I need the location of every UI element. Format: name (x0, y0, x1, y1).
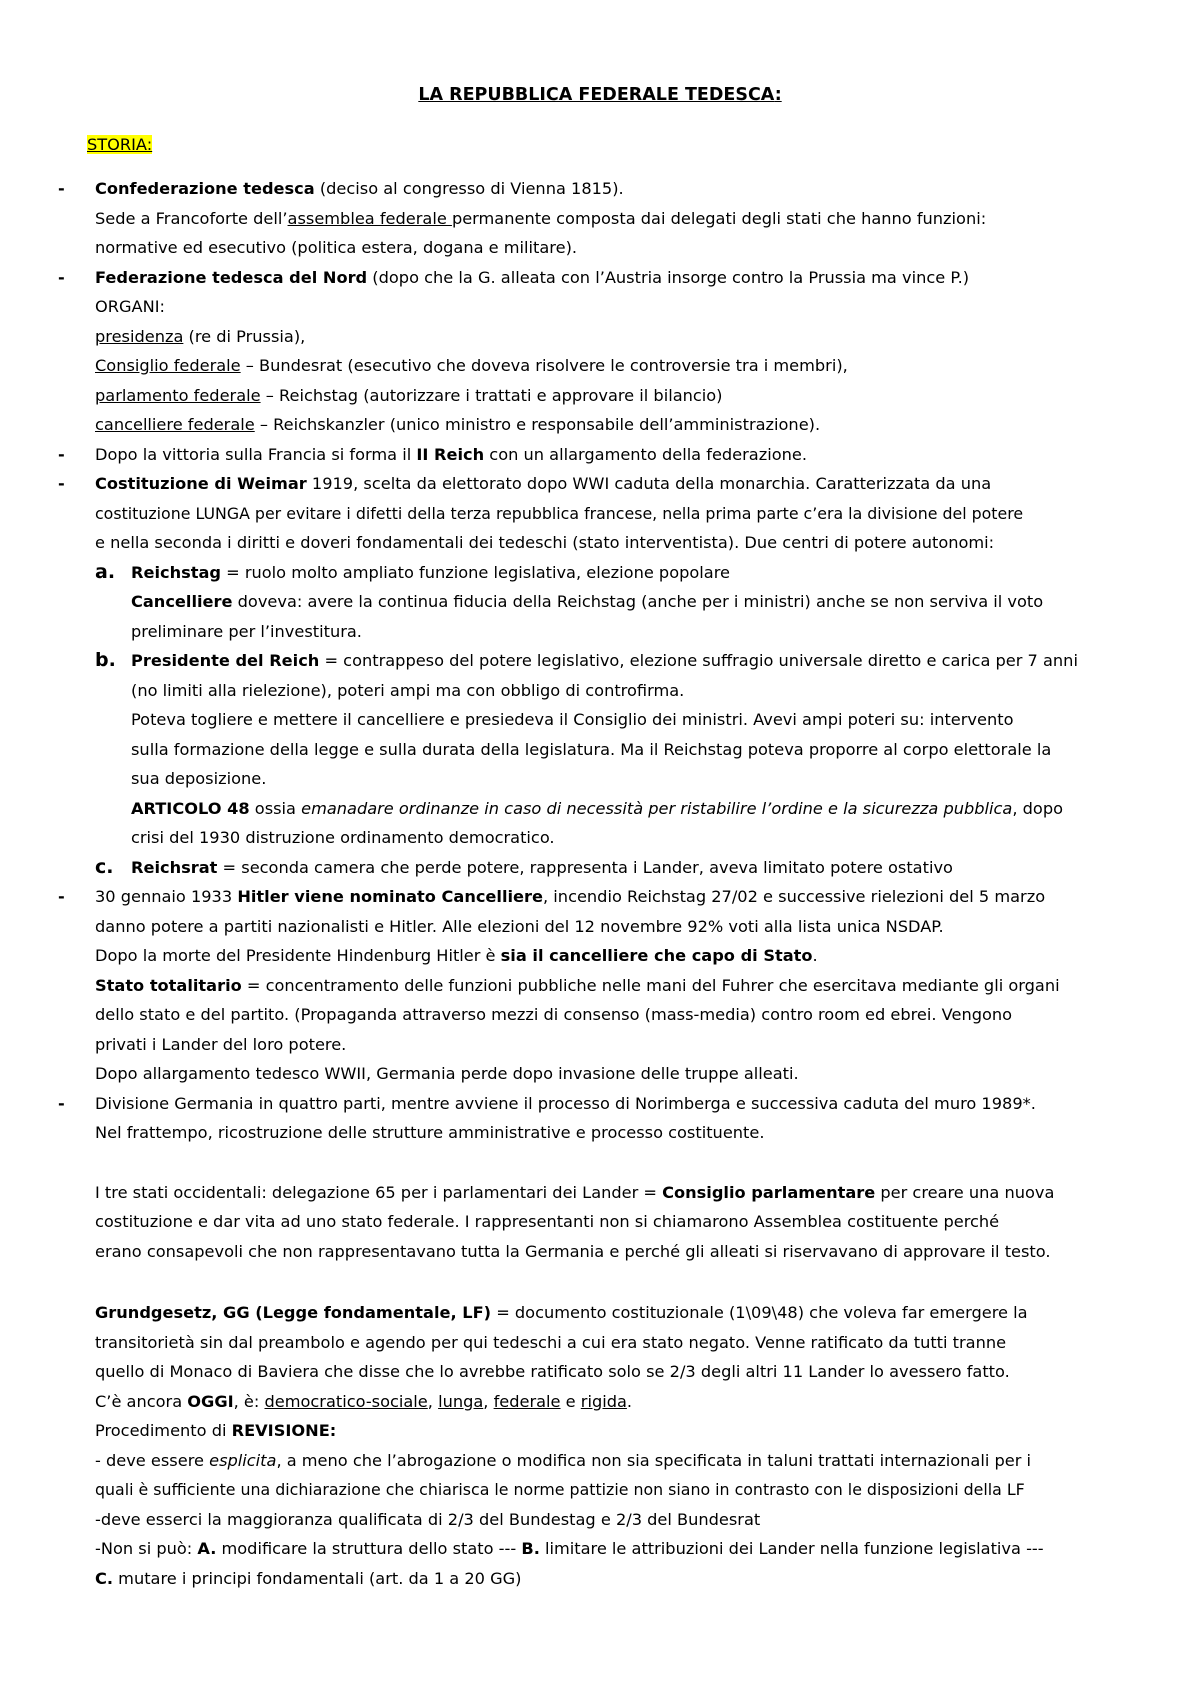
paragraph-line: - deve essere esplicita, a meno che l’abrogazione o modifica non sia specificata in taluni trattati internazionali per i (95, 1450, 1032, 1470)
paragraph-line: - 30 gennaio 1933 Hitler viene nominato Cancelliere, incendio Reichstag 27/02 e successive rielezioni del 5 marzo (0, 882, 1200, 912)
paragraph-line: Cancelliere doveva: avere la continua fiducia della Reichstag (anche per i ministri) anche se non serviva il voto (131, 592, 1044, 611)
paragraph-line: costituzione LUNGA per evitare i difetti della terza repubblica francese, nella prima parte c’era la divisione del potere (95, 503, 1024, 523)
bullet-dash: - (58, 444, 65, 464)
paragraph-line: danno potere a partiti nazionalisti e Hitler. Alle elezioni del 12 novembre 92% voti alla lista unica NSDAP. (95, 916, 944, 936)
paragraph-line: sulla formazione della legge e sulla durata della legislatura. Ma il Reichstag poteva proporre al corpo elettorale la (131, 739, 1052, 759)
paragraph-line: parlamento federale – Reichstag (autorizzare i trattati e approvare il bilancio) (95, 385, 723, 405)
list-item-a: a. Reichstag = ruolo molto ampliato funzione legislativa, elezione popolare (95, 560, 730, 583)
list-item-b: b. Presidente del Reich = contrappeso del potere legislativo, elezione suffragio universale diretto e carica per 7 anni (95, 649, 1078, 671)
paragraph-line: Stato totalitario = concentramento delle funzioni pubbliche nelle mani del Fuhrer che esercitava mediante gli organi (95, 975, 1060, 995)
paragraph-line: (no limiti alla rielezione), poteri ampi ma con obbligo di controfirma. (131, 680, 685, 700)
list-item-c: c. Reichsrat = seconda camera che perde potere, rappresenta i Lander, aveva limitato potere ostativo (95, 855, 953, 878)
paragraph-line: I tre stati occidentali: delegazione 65 per i parlamentari dei Lander = Consiglio parlamentare per creare una nuova (95, 1182, 1055, 1202)
paragraph-line: - Dopo la vittoria sulla Francia si forma il II Reich con un allargamento della federazione. (0, 440, 1200, 470)
paragraph-line: quali è sufficiente una dichiarazione che chiarisca le norme pattizie non siano in contrasto con le disposizioni della LF (95, 1480, 1025, 1499)
paragraph-line: preliminare per l’investitura. (131, 621, 362, 641)
paragraph-line: e nella seconda i diritti e doveri fondamentali dei tedeschi (stato interventista). Due centri di potere autonomi: (95, 533, 995, 552)
paragraph-line: ARTICOLO 48 ossia emanadare ordinanze in caso di necessità per ristabilire l’ordine e la sicurezza pubblica, dopo (131, 798, 1063, 818)
paragraph-line: cancelliere federale – Reichskanzler (unico ministro e responsabile dell’amministrazione). (95, 415, 821, 434)
paragraph-line: costituzione e dar vita ad uno stato federale. I rappresentanti non si chiamarono Assemblea costituente perché (95, 1212, 1000, 1231)
paragraph-line: Poteva togliere e mettere il cancelliere e presiedeva il Consiglio dei ministri. Avevi ampi poteri su: intervento (131, 710, 1014, 729)
paragraph-line: - Costituzione di Weimar 1919, scelta da elettorato dopo WWI caduta della monarchia. Caratterizzata da una (0, 469, 1200, 499)
paragraph-line: Sede a Francoforte dell’assemblea federale permanente composta dai delegati degli stati che hanno funzioni: (95, 208, 987, 228)
bullet-dash: - (58, 179, 65, 198)
bullet-dash: - (58, 887, 65, 906)
paragraph-line: normative ed esecutivo (politica estera, dogana e militare). (95, 238, 578, 257)
paragraph-line: Dopo allargamento tedesco WWII, Germania perde dopo invasione delle truppe alleati. (95, 1064, 799, 1083)
paragraph-line: - Divisione Germania in quattro parti, mentre avviene il processo di Norimberga e successiva caduta del muro 1989*. (0, 1089, 1200, 1119)
paragraph-line: erano consapevoli che non rappresentavano tutta la Germania e perché gli alleati si riservavano di approvare il testo. (95, 1241, 1051, 1261)
bullet-dash: - (58, 1093, 65, 1113)
paragraph-line: - Confederazione tedesca (deciso al congresso di Vienna 1815). (0, 174, 1200, 204)
bullet-dash: - (58, 267, 65, 287)
paragraph-line: - Federazione tedesca del Nord (dopo che la G. alleata con l’Austria insorge contro la Prussia ma vince P.) (0, 263, 1200, 293)
paragraph-line: sua deposizione. (131, 769, 267, 788)
paragraph-line: quello di Monaco di Baviera che disse che lo avrebbe ratificato solo se 2/3 degli altri 11 Lander lo avessero fatto. (95, 1362, 1010, 1381)
page-title: LA REPUBBLICA FEDERALE TEDESCA: (418, 85, 782, 105)
paragraph-line: C. mutare i principi fondamentali (art. da 1 a 20 GG) (95, 1568, 522, 1588)
paragraph-line: Nel frattempo, ricostruzione delle strutture amministrative e processo costituente. (95, 1123, 765, 1142)
paragraph-line: Grundgesetz, GG (Legge fondamentale, LF) = documento costituzionale (1\09\48) che voleva far emergere la (95, 1303, 1028, 1322)
paragraph-line: Procedimento di REVISIONE: (95, 1421, 337, 1440)
paragraph-line: crisi del 1930 distruzione ordinamento democratico. (131, 828, 555, 847)
bullet-dash: - (58, 474, 65, 493)
paragraph-line: presidenza (re di Prussia), (95, 326, 306, 346)
paragraph-line: transitorietà sin dal preambolo e agendo per qui tedeschi a cui era stato negato. Venne ratificato da tutti tranne (95, 1332, 1007, 1352)
section-heading-storia: STORIA: (87, 135, 153, 154)
document-body (0, 174, 1200, 1593)
paragraph-line: -deve esserci la maggioranza qualificata di 2/3 del Bundestag e 2/3 del Bundesrat (95, 1509, 761, 1529)
paragraph-line: ORGANI: (95, 297, 165, 316)
paragraph-line: privati i Lander del loro potere. (95, 1034, 347, 1054)
paragraph-line: Consiglio federale – Bundesrat (esecutivo che doveva risolvere le controversie tra i membri), (95, 356, 848, 375)
paragraph-line: C’è ancora OGGI, è: democratico-sociale, lunga, federale e rigida. (95, 1391, 633, 1411)
paragraph-line: -Non si può: A. modificare la struttura dello stato --- B. limitare le attribuzioni dei Lander nella funzione legislativa --- (95, 1539, 1044, 1558)
paragraph-line: Dopo la morte del Presidente Hindenburg Hitler è sia il cancelliere che capo di Stato. (95, 946, 818, 965)
paragraph-line: dello stato e del partito. (Propaganda attraverso mezzi di consenso (mass-media) contro room ed ebrei. Vengono (95, 1005, 1013, 1024)
